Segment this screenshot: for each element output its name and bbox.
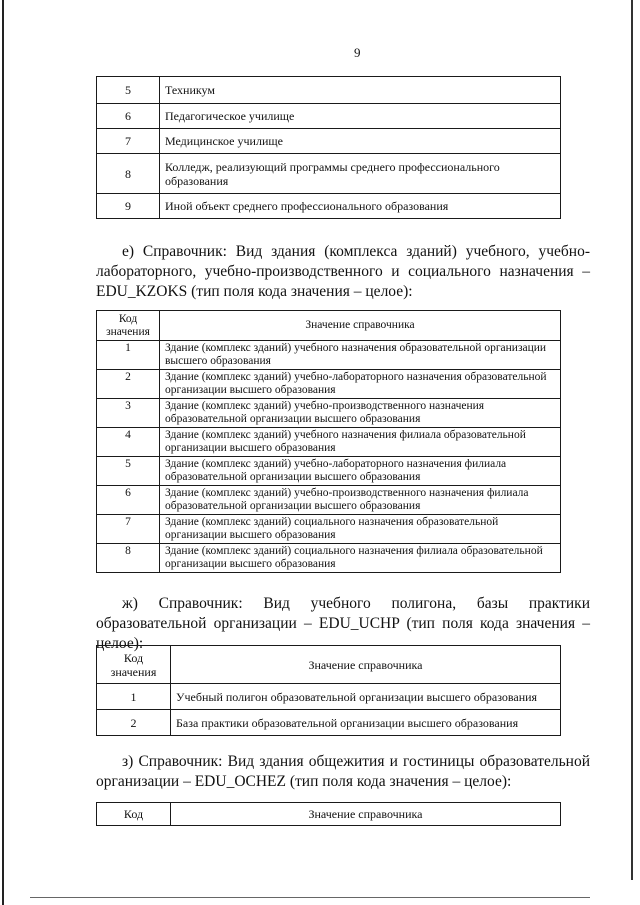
code-cell: 1: [97, 341, 160, 370]
code-cell: 8: [97, 154, 160, 194]
table-row: [97, 154, 561, 194]
code-cell: 7: [97, 515, 160, 544]
value-cell: Здание (комплекс зданий) учебного назначения образовательной организации высшего образования: [160, 341, 561, 370]
table-row: [97, 457, 561, 486]
section-z-paragraph: [96, 752, 590, 792]
value-cell: Здание (комплекс зданий) учебного назначения филиала образовательной организации высшего образования: [160, 428, 561, 457]
table-education-objects: [96, 76, 561, 219]
value-cell: Здание (комплекс зданий) социального назначения филиала образовательной организации высшего образования: [160, 544, 561, 573]
table-row: [97, 104, 561, 129]
header-value: Значение справочника: [171, 803, 561, 826]
table-row: [97, 515, 561, 544]
value-cell: Здание (комплекс зданий) учебно-лабораторного назначения филиала образовательной организации высшего образования: [160, 457, 561, 486]
table-edu-uchp: [96, 645, 561, 736]
value-cell: Педагогическое училище: [160, 104, 561, 129]
code-cell: 7: [97, 129, 160, 154]
value-cell: Здание (комплекс зданий) учебно-лабораторного назначения образовательной организации высшего образования: [160, 370, 561, 399]
section-e-text: е) Справочник: Вид здания (комплекса зданий) учебного, учебно-лабораторного, учебно-производственного и социального назначения – EDU_KZOKS (тип поля кода значения – целое):: [96, 243, 590, 300]
code-cell: 1: [97, 684, 171, 710]
table-row: [97, 370, 561, 399]
value-cell: Техникум: [160, 77, 561, 104]
table-row: [97, 129, 561, 154]
value-cell: Здание (комплекс зданий) учебно-производственного назначения образовательной организации высшего образования: [160, 399, 561, 428]
table-edu-ochez: [96, 802, 561, 826]
header-code: Код значения: [97, 311, 160, 341]
table-row: [97, 77, 561, 104]
header-code: Код значения: [97, 646, 171, 684]
code-cell: 9: [97, 194, 160, 219]
code-cell: 8: [97, 544, 160, 573]
code-cell: 2: [97, 370, 160, 399]
table-row: [97, 544, 561, 573]
table-row: [97, 428, 561, 457]
code-cell: 3: [97, 399, 160, 428]
table-row: [97, 486, 561, 515]
header-value: Значение справочника: [160, 311, 561, 341]
value-cell: Здание (комплекс зданий) социального назначения образовательной организации высшего образования: [160, 515, 561, 544]
page-bottom-line: [30, 897, 590, 898]
value-cell: Здание (комплекс зданий) учебно-производственного назначения филиала образовательной организации высшего образования: [160, 486, 561, 515]
table-row: [97, 399, 561, 428]
page-number: 9: [354, 45, 361, 60]
table-header-row: [97, 646, 561, 684]
section-zh-text: ж) Справочник: Вид учебного полигона, базы практики образовательной организации – EDU_UCHP (тип поля кода значения – целое):: [96, 595, 590, 652]
code-cell: 4: [97, 428, 160, 457]
value-cell: Медицинское училище: [160, 129, 561, 154]
value-cell: Иной объект среднего профессионального образования: [160, 194, 561, 219]
header-code: Код: [97, 803, 171, 826]
page-left-edge: [2, 0, 4, 905]
table-edu-kzoks: [96, 310, 561, 573]
table-row: [97, 194, 561, 219]
code-cell: 6: [97, 104, 160, 129]
header-value: Значение справочника: [171, 646, 561, 684]
page-right-edge: [631, 0, 633, 880]
table-row: [97, 710, 561, 736]
section-z-text: з) Справочник: Вид здания общежития и гостиницы образовательной организации – EDU_OCHEZ (тип поля кода значения – целое):: [96, 753, 590, 790]
value-cell: Колледж, реализующий программы среднего профессионального образования: [160, 154, 561, 194]
table-row: [97, 684, 561, 710]
section-e-paragraph: [96, 242, 590, 302]
code-cell: 5: [97, 457, 160, 486]
code-cell: 6: [97, 486, 160, 515]
code-cell: 2: [97, 710, 171, 736]
value-cell: База практики образовательной организации высшего образования: [171, 710, 561, 736]
table-row: [97, 341, 561, 370]
table-header-row: [97, 311, 561, 341]
code-cell: 5: [97, 77, 160, 104]
table-header-row: [97, 803, 561, 826]
value-cell: Учебный полигон образовательной организации высшего образования: [171, 684, 561, 710]
